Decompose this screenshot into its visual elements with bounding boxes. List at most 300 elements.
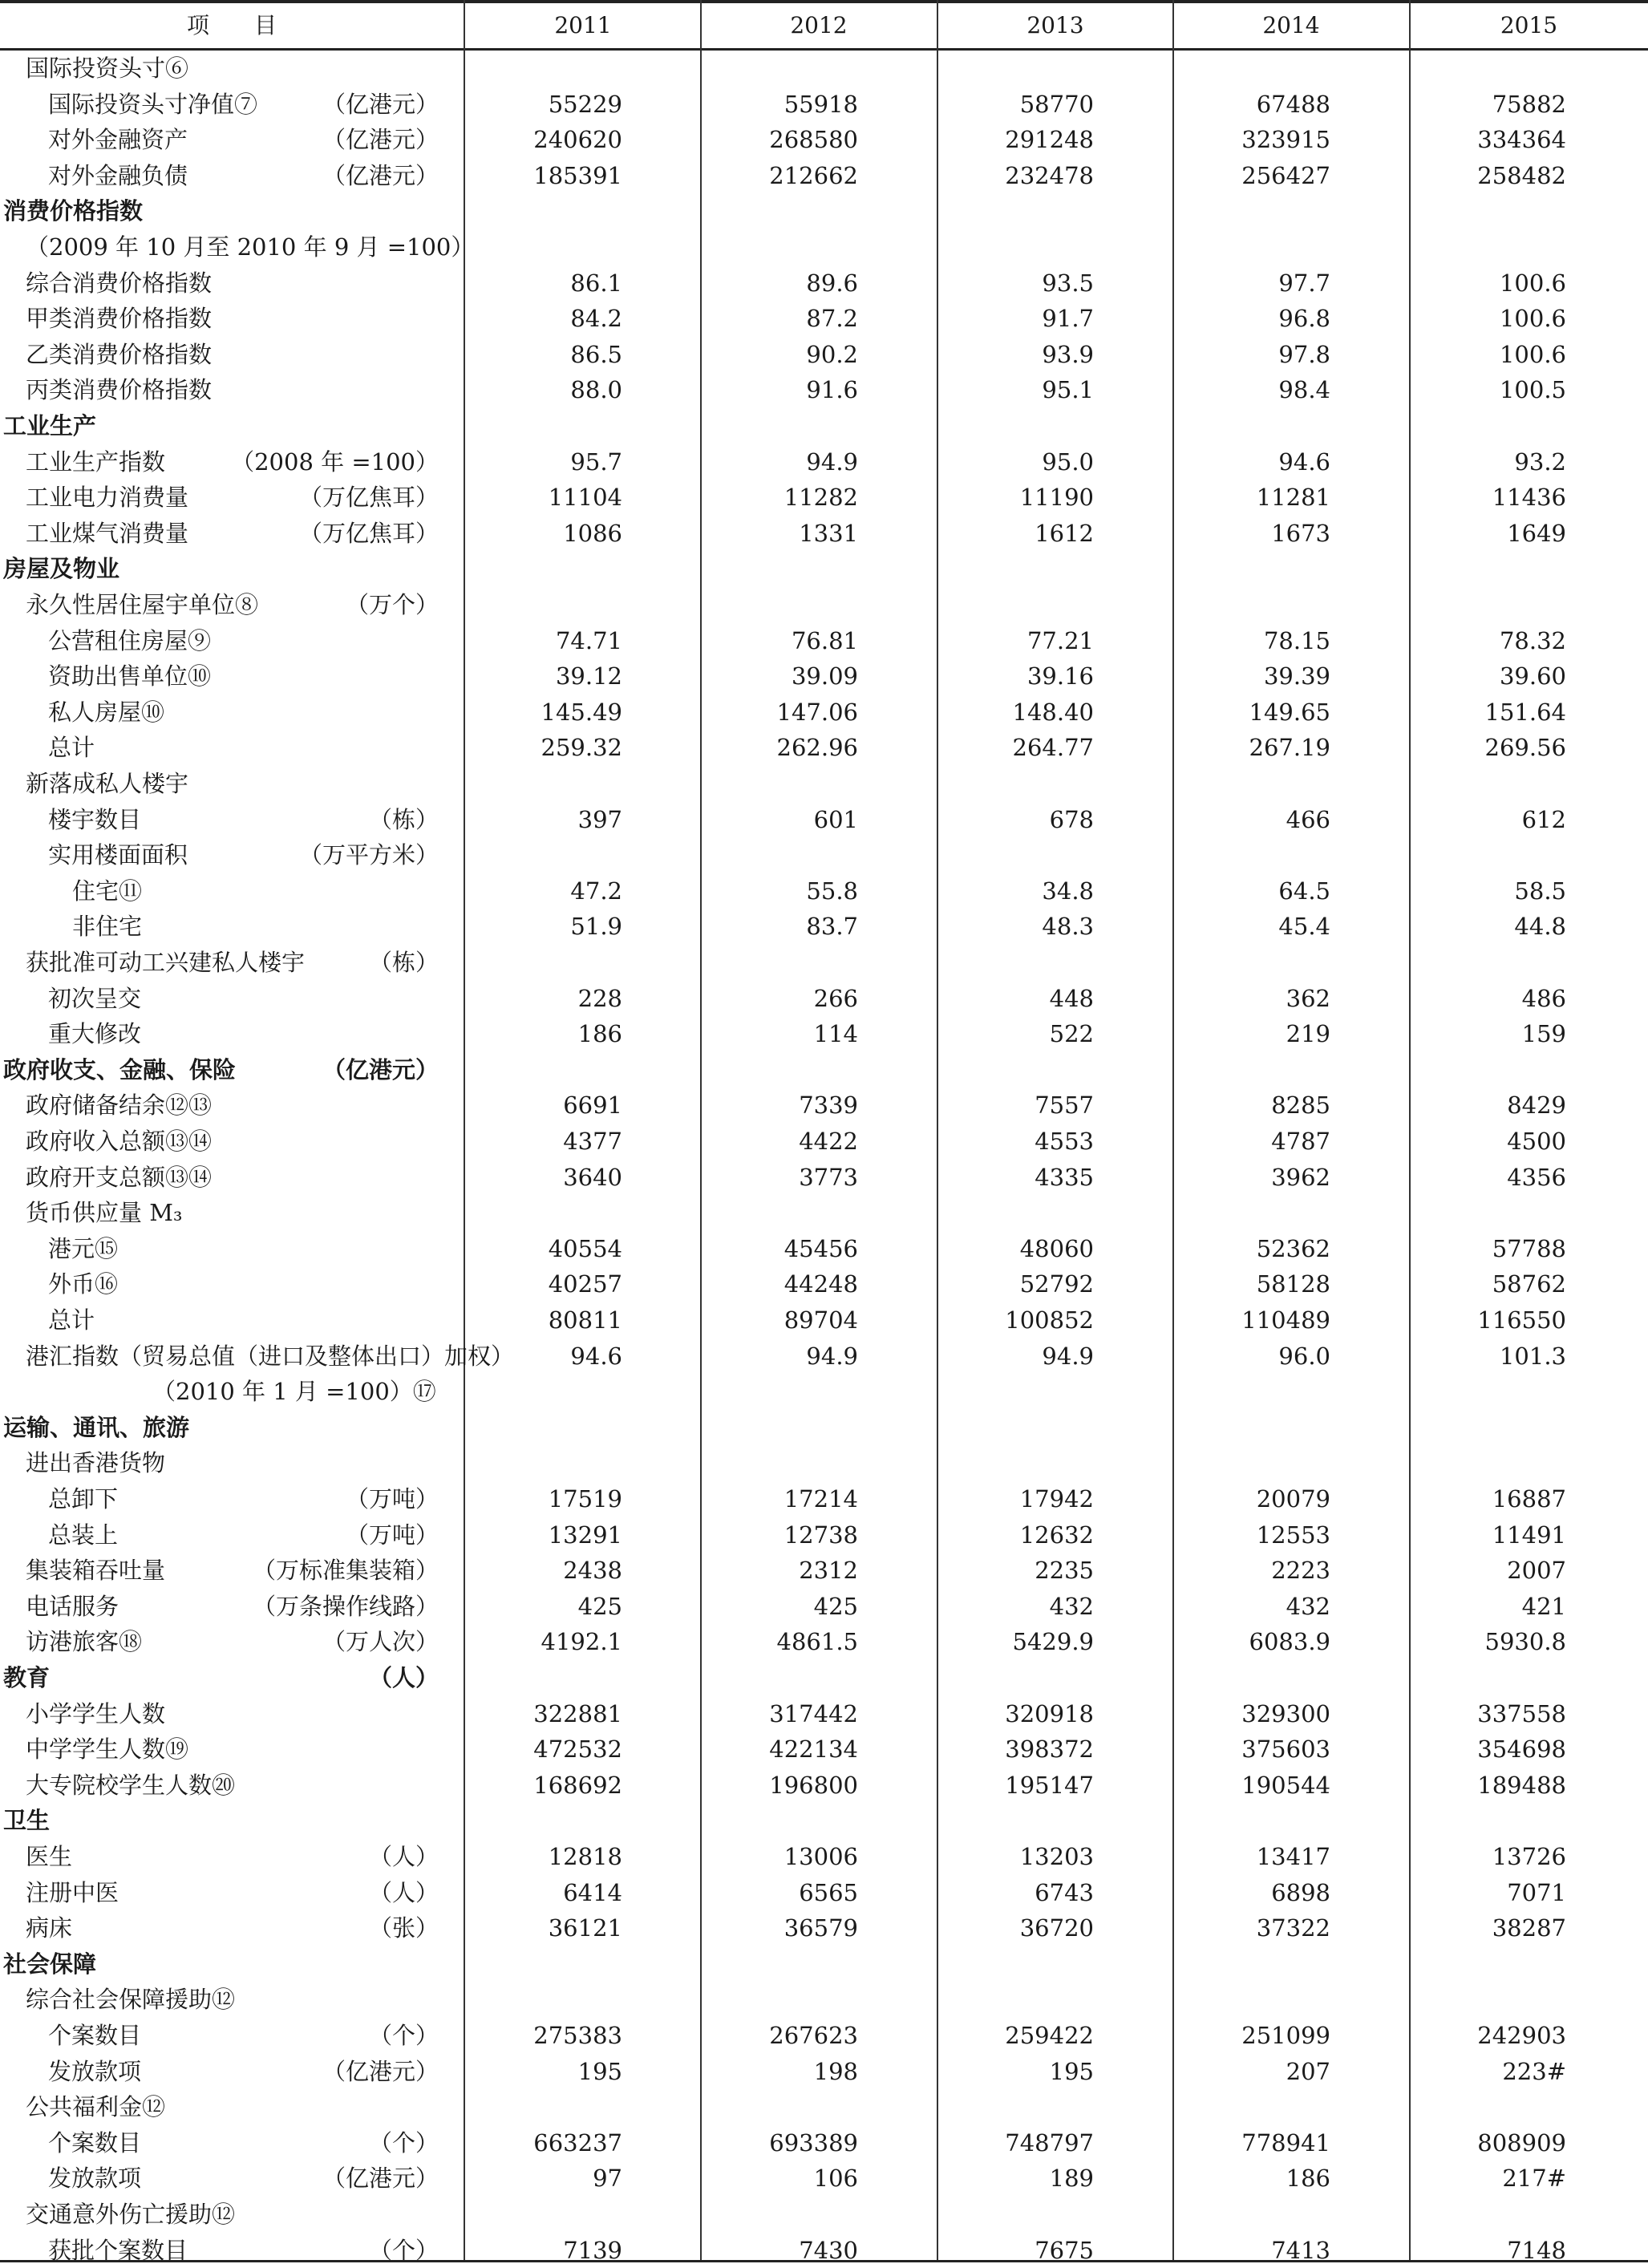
table-row xyxy=(0,87,1648,123)
cell-2014: 207 xyxy=(1286,2057,1330,2085)
cell-2014: 432 xyxy=(1286,1592,1330,1620)
row-label: 对外金融资产 xyxy=(48,126,188,154)
cell-2014: 256427 xyxy=(1241,161,1330,189)
row-unit: （栋） xyxy=(368,805,439,833)
cell-2015: 11491 xyxy=(1492,1521,1566,1549)
row-label: 资助出售单位⑩ xyxy=(48,662,212,691)
row-label: 甲类消费价格指数 xyxy=(26,305,213,333)
cell-2013: 4553 xyxy=(1035,1128,1094,1155)
cell-2014: 45.4 xyxy=(1278,913,1330,941)
row-label: 社会保障 xyxy=(3,1950,97,1978)
cell-2012: 425 xyxy=(813,1592,858,1620)
row-label: 获批准可动工兴建私人楼宇 xyxy=(26,949,306,976)
table-row xyxy=(0,122,1648,158)
cell-2011: 3640 xyxy=(563,1163,622,1191)
row-unit: （亿港元） xyxy=(322,2165,439,2193)
cell-2013: 13203 xyxy=(1019,1843,1094,1870)
cell-2011: 17519 xyxy=(548,1485,622,1513)
cell-2013: 678 xyxy=(1049,805,1094,833)
cell-2011: 74.71 xyxy=(555,626,622,654)
row-unit: （人） xyxy=(368,1843,439,1870)
table-row xyxy=(0,730,1648,766)
cell-2011: 397 xyxy=(577,805,622,833)
row-label: 访港旅客⑱ xyxy=(26,1628,143,1656)
header-year-2014: 2014 xyxy=(1262,12,1320,38)
cell-2012: 147.06 xyxy=(776,698,858,726)
cell-2015: 151.64 xyxy=(1484,698,1566,726)
row-unit: （万个） xyxy=(345,591,439,618)
cell-2012: 2312 xyxy=(799,1557,858,1585)
table-row xyxy=(0,2018,1648,2054)
cell-2013: 320918 xyxy=(1005,1699,1094,1727)
table-row xyxy=(0,2054,1648,2090)
row-unit: （万人次） xyxy=(322,1628,439,1656)
cell-2012: 89704 xyxy=(784,1306,858,1334)
cell-2011: 51.9 xyxy=(570,913,622,941)
cell-2015: 16887 xyxy=(1492,1485,1566,1513)
cell-2013: 148.40 xyxy=(1012,698,1094,726)
cell-2013: 6743 xyxy=(1035,1878,1094,1906)
table-row xyxy=(0,1124,1648,1160)
cell-2011: 86.5 xyxy=(570,340,622,368)
cell-2011: 12818 xyxy=(548,1843,622,1870)
cell-2013: 1612 xyxy=(1035,519,1094,547)
row-label: 外币⑯ xyxy=(48,1270,119,1298)
cell-2013: 39.16 xyxy=(1026,662,1094,691)
cell-2013: 748797 xyxy=(1005,2128,1094,2157)
cell-2014: 375603 xyxy=(1241,1735,1330,1764)
table-row xyxy=(0,2197,1648,2233)
cell-2011: 322881 xyxy=(533,1699,622,1727)
table-row xyxy=(0,1087,1648,1124)
cell-2014: 67488 xyxy=(1256,90,1330,118)
cell-2015: 101.3 xyxy=(1499,1342,1566,1370)
cell-2014: 11281 xyxy=(1256,484,1330,512)
cell-2011: 88.0 xyxy=(570,376,622,404)
cell-2012: 114 xyxy=(813,1020,858,1048)
table-row xyxy=(0,658,1648,695)
cell-2015: 7071 xyxy=(1507,1878,1566,1906)
cell-2015: 217# xyxy=(1502,2165,1566,2193)
cell-2012: 17214 xyxy=(784,1485,858,1513)
row-label: 丙类消费价格指数 xyxy=(26,376,213,404)
table-row xyxy=(0,1768,1648,1804)
cell-2011: 40554 xyxy=(548,1234,622,1262)
cell-2013: 189 xyxy=(1049,2165,1094,2193)
cell-2014: 149.65 xyxy=(1249,698,1330,726)
cell-2015: 223# xyxy=(1502,2057,1566,2085)
cell-2014: 20079 xyxy=(1256,1485,1330,1513)
cell-2013: 93.5 xyxy=(1042,269,1094,297)
cell-2015: 808909 xyxy=(1477,2128,1566,2157)
cell-2013: 448 xyxy=(1049,984,1094,1012)
cell-2014: 96.0 xyxy=(1278,1342,1330,1370)
row-label: 医生 xyxy=(26,1843,73,1870)
cell-2011: 259.32 xyxy=(541,734,622,762)
cell-2015: 39.60 xyxy=(1499,662,1566,691)
cell-2014: 78.15 xyxy=(1263,626,1330,654)
row-label: 个案数目 xyxy=(48,2022,142,2049)
cell-2013: 58770 xyxy=(1019,90,1094,118)
cell-2013: 259422 xyxy=(1005,2022,1094,2049)
cell-2015: 11436 xyxy=(1492,484,1566,512)
table-row xyxy=(0,695,1648,731)
row-unit: （亿港元） xyxy=(322,126,439,154)
cell-2014: 4787 xyxy=(1271,1128,1330,1155)
cell-2013: 432 xyxy=(1049,1592,1094,1620)
cell-2012: 693389 xyxy=(769,2128,858,2157)
cell-2011: 275383 xyxy=(533,2022,622,2049)
cell-2013: 4335 xyxy=(1035,1163,1094,1191)
row-label: 住宅⑪ xyxy=(72,877,143,905)
cell-2015: 58.5 xyxy=(1514,877,1566,905)
cell-2013: 232478 xyxy=(1005,161,1094,189)
cell-2013: 2235 xyxy=(1035,1557,1094,1585)
cell-2012: 11282 xyxy=(784,484,858,512)
table-row xyxy=(0,766,1648,802)
table-row xyxy=(0,1374,1648,1410)
cell-2015: 100.6 xyxy=(1499,305,1566,333)
cell-2011: 13291 xyxy=(548,1521,622,1549)
row-label: 工业电力消费量 xyxy=(26,484,189,512)
cell-2012: 106 xyxy=(813,2165,858,2193)
table-row xyxy=(0,444,1648,480)
table-row xyxy=(0,1339,1648,1375)
cell-2013: 94.9 xyxy=(1042,1342,1094,1370)
cell-2011: 95.7 xyxy=(570,448,622,476)
cell-2013: 52792 xyxy=(1019,1270,1094,1298)
row-unit: （亿港元） xyxy=(322,2057,439,2085)
row-label: 国际投资头寸⑥ xyxy=(26,55,189,82)
cell-2013: 91.7 xyxy=(1042,305,1094,333)
table-row xyxy=(0,945,1648,981)
cell-2015: 334364 xyxy=(1477,126,1566,154)
row-unit: （张） xyxy=(368,1914,439,1942)
row-label: 乙类消费价格指数 xyxy=(26,340,213,368)
cell-2015: 57788 xyxy=(1492,1234,1566,1262)
table-row xyxy=(0,1517,1648,1553)
row-label: 房屋及物业 xyxy=(3,555,120,583)
cell-2013: 291248 xyxy=(1005,126,1094,154)
table-row xyxy=(0,623,1648,659)
row-label: 小学学生人数 xyxy=(26,1699,166,1727)
row-label: 教育 xyxy=(3,1664,51,1691)
cell-2013: 34.8 xyxy=(1042,877,1094,905)
row-label: 初次呈交 xyxy=(48,984,142,1012)
table-row xyxy=(0,802,1648,838)
cell-2012: 89.6 xyxy=(806,269,858,297)
row-label: 政府储备结余⑫⑬ xyxy=(26,1091,213,1120)
cell-2014: 219 xyxy=(1286,1020,1330,1048)
row-label: 发放款项 xyxy=(48,2165,142,2193)
header-year-2015: 2015 xyxy=(1500,12,1558,38)
cell-2013: 48060 xyxy=(1019,1234,1094,1262)
cell-2012: 262.96 xyxy=(776,734,858,762)
table-row xyxy=(0,1231,1648,1267)
cell-2011: 86.1 xyxy=(570,269,622,297)
bottom-rule xyxy=(0,2260,1648,2262)
table-row xyxy=(0,2089,1648,2125)
cell-2011: 47.2 xyxy=(570,877,622,905)
row-label: 发放款项 xyxy=(48,2057,142,2085)
table-row xyxy=(0,1624,1648,1660)
cell-2013: 95.1 xyxy=(1042,376,1094,404)
cell-2011: 168692 xyxy=(533,1771,622,1799)
cell-2014: 8285 xyxy=(1271,1091,1330,1120)
cell-2014: 7413 xyxy=(1271,2236,1330,2264)
table-row xyxy=(0,551,1648,587)
row-unit: （个） xyxy=(368,2236,439,2264)
cell-2013: 100852 xyxy=(1005,1306,1094,1334)
cell-2012: 90.2 xyxy=(806,340,858,368)
cell-2011: 1086 xyxy=(563,519,622,547)
cell-2012: 39.09 xyxy=(791,662,858,691)
cell-2014: 362 xyxy=(1286,984,1330,1012)
cell-2012: 3773 xyxy=(799,1163,858,1191)
cell-2014: 778941 xyxy=(1241,2128,1330,2157)
cell-2012: 45456 xyxy=(784,1234,858,1262)
cell-2012: 601 xyxy=(813,805,858,833)
table-row xyxy=(0,1875,1648,1911)
table-row xyxy=(0,337,1648,373)
table-row xyxy=(0,193,1648,229)
cell-2015: 93.2 xyxy=(1514,448,1566,476)
cell-2015: 189488 xyxy=(1477,1771,1566,1799)
cell-2014: 186 xyxy=(1286,2165,1330,2193)
cell-2014: 323915 xyxy=(1241,126,1330,154)
cell-2012: 267623 xyxy=(769,2022,858,2049)
cell-2012: 13006 xyxy=(784,1843,858,1870)
row-label: 私人房屋⑩ xyxy=(48,698,165,726)
table-row xyxy=(0,1553,1648,1589)
cell-2013: 7557 xyxy=(1035,1091,1094,1120)
row-label: 港汇指数（贸易总值（进口及整体出口）加权） xyxy=(26,1342,515,1370)
cell-2013: 195 xyxy=(1049,2057,1094,2085)
cell-2013: 77.21 xyxy=(1026,626,1094,654)
row-unit: （万吨） xyxy=(345,1521,439,1549)
row-label: 交通意外伤亡援助⑫ xyxy=(26,2201,236,2228)
cell-2012: 7430 xyxy=(799,2236,858,2264)
cell-2013: 7675 xyxy=(1035,2236,1094,2264)
row-label: 总计 xyxy=(48,1306,95,1334)
row-label: 卫生 xyxy=(3,1807,51,1835)
cell-2015: 258482 xyxy=(1477,161,1566,189)
row-label: 综合消费价格指数 xyxy=(26,269,213,297)
cell-2015: 242903 xyxy=(1477,2022,1566,2049)
header-year-2011: 2011 xyxy=(554,12,612,38)
cell-2011: 186 xyxy=(577,1020,622,1048)
cell-2014: 96.8 xyxy=(1278,305,1330,333)
table-row xyxy=(0,981,1648,1017)
cell-2015: 13726 xyxy=(1492,1843,1566,1870)
cell-2013: 36720 xyxy=(1019,1914,1094,1942)
cell-2011: 185391 xyxy=(533,161,622,189)
cell-2011: 80811 xyxy=(548,1306,622,1334)
cell-2012: 212662 xyxy=(769,161,858,189)
cell-2011: 425 xyxy=(577,1592,622,1620)
cell-2012: 83.7 xyxy=(806,913,858,941)
cell-2012: 76.81 xyxy=(791,626,858,654)
cell-2013: 93.9 xyxy=(1042,340,1094,368)
row-unit: （亿港元） xyxy=(322,90,439,118)
cell-2015: 354698 xyxy=(1477,1735,1566,1764)
cell-2015: 4356 xyxy=(1507,1163,1566,1191)
table-header xyxy=(0,0,1648,51)
header-year-2012: 2012 xyxy=(790,12,848,38)
cell-2011: 240620 xyxy=(533,126,622,154)
cell-2014: 52362 xyxy=(1256,1234,1330,1262)
row-label: 公共福利金⑫ xyxy=(26,2093,166,2121)
row-label: 大专院校学生人数⑳ xyxy=(26,1771,236,1799)
row-label: 工业生产 xyxy=(3,412,97,439)
cell-2012: 91.6 xyxy=(806,376,858,404)
row-label: 中学学生人数⑲ xyxy=(26,1735,189,1764)
table-row xyxy=(0,480,1648,516)
row-label: 对外金融负债 xyxy=(48,161,188,189)
cell-2015: 159 xyxy=(1521,1020,1566,1048)
cell-2011: 472532 xyxy=(533,1735,622,1764)
cell-2014: 12553 xyxy=(1256,1521,1330,1549)
cell-2012: 7339 xyxy=(799,1091,858,1120)
cell-2013: 48.3 xyxy=(1042,913,1094,941)
row-label: 总卸下 xyxy=(48,1485,119,1513)
cell-2013: 398372 xyxy=(1005,1735,1094,1764)
cell-2014: 13417 xyxy=(1256,1843,1330,1870)
row-unit: （个） xyxy=(368,2128,439,2157)
row-unit: （万标准集装箱） xyxy=(252,1557,439,1585)
table-row xyxy=(0,1660,1648,1696)
cell-2015: 5930.8 xyxy=(1484,1628,1566,1656)
cell-2012: 266 xyxy=(813,984,858,1012)
header-year-2013: 2013 xyxy=(1026,12,1084,38)
cell-2014: 3962 xyxy=(1271,1163,1330,1191)
row-label: 工业煤气消费量 xyxy=(26,519,189,547)
table-row xyxy=(0,265,1648,302)
row-label: （2009 年 10 月至 2010 年 9 月 =100） xyxy=(26,233,475,261)
cell-2011: 2438 xyxy=(563,1557,622,1585)
cell-2011: 195 xyxy=(577,2057,622,2085)
table-row xyxy=(0,1589,1648,1625)
cell-2014: 97.8 xyxy=(1278,340,1330,368)
cell-2012: 1331 xyxy=(799,519,858,547)
table-row xyxy=(0,1839,1648,1875)
row-unit: （人） xyxy=(368,1664,439,1691)
row-label: 综合社会保障援助⑫ xyxy=(26,1986,236,2014)
cell-2012: 198 xyxy=(813,2057,858,2085)
cell-2013: 195147 xyxy=(1005,1771,1094,1799)
cell-2012: 268580 xyxy=(769,126,858,154)
cell-2014: 2223 xyxy=(1271,1557,1330,1585)
cell-2012: 55918 xyxy=(784,90,858,118)
table-row xyxy=(0,372,1648,408)
row-unit: （个） xyxy=(368,2022,439,2049)
cell-2013: 264.77 xyxy=(1012,734,1094,762)
cell-2015: 337558 xyxy=(1477,1699,1566,1727)
row-unit: （万平方米） xyxy=(298,841,439,869)
row-label: 注册中医 xyxy=(26,1878,119,1906)
table-row xyxy=(0,408,1648,444)
cell-2015: 38287 xyxy=(1492,1914,1566,1942)
table-row xyxy=(0,909,1648,945)
cell-2015: 4500 xyxy=(1507,1128,1566,1155)
cell-2011: 55229 xyxy=(548,90,622,118)
cell-2014: 94.6 xyxy=(1278,448,1330,476)
table-row xyxy=(0,1302,1648,1339)
row-label: 运输、通讯、旅游 xyxy=(3,1413,190,1441)
cell-2015: 269.56 xyxy=(1484,734,1566,762)
cell-2011: 6414 xyxy=(563,1878,622,1906)
row-label: 货币供应量 M₃ xyxy=(26,1199,183,1227)
cell-2013: 5429.9 xyxy=(1012,1628,1094,1656)
row-label: 政府收支、金融、保险 xyxy=(3,1055,237,1083)
cell-2015: 1649 xyxy=(1507,519,1566,547)
cell-2011: 11104 xyxy=(548,484,622,512)
cell-2014: 58128 xyxy=(1256,1270,1330,1298)
cell-2015: 8429 xyxy=(1507,1091,1566,1120)
row-label: 总计 xyxy=(48,734,95,762)
row-unit: （人） xyxy=(368,1878,439,1906)
cell-2015: 100.6 xyxy=(1499,269,1566,297)
cell-2014: 98.4 xyxy=(1278,376,1330,404)
cell-2013: 17942 xyxy=(1019,1485,1094,1513)
cell-2012: 4422 xyxy=(799,1128,858,1155)
cell-2012: 4861.5 xyxy=(776,1628,858,1656)
cell-2014: 251099 xyxy=(1241,2022,1330,2049)
cell-2015: 75882 xyxy=(1492,90,1566,118)
cell-2012: 36579 xyxy=(784,1914,858,1942)
row-unit: （2008 年 =100） xyxy=(231,448,439,476)
cell-2014: 6898 xyxy=(1271,1878,1330,1906)
cell-2015: 612 xyxy=(1521,805,1566,833)
row-unit: （亿港元） xyxy=(322,1055,439,1083)
cell-2014: 466 xyxy=(1286,805,1330,833)
cell-2012: 55.8 xyxy=(806,877,858,905)
row-label: 非住宅 xyxy=(72,913,143,941)
cell-2011: 663237 xyxy=(533,2128,622,2157)
table-row xyxy=(0,2161,1648,2197)
row-label: 港元⑮ xyxy=(48,1234,119,1262)
cell-2014: 39.39 xyxy=(1263,662,1330,691)
table-row xyxy=(0,1910,1648,1946)
cell-2013: 522 xyxy=(1049,1020,1094,1048)
cell-2015: 58762 xyxy=(1492,1270,1566,1298)
cell-2014: 6083.9 xyxy=(1249,1628,1330,1656)
cell-2014: 1673 xyxy=(1271,519,1330,547)
cell-2011: 7139 xyxy=(563,2236,622,2264)
row-label: 实用楼面面积 xyxy=(48,841,188,869)
cell-2015: 116550 xyxy=(1477,1306,1566,1334)
row-unit: （栋） xyxy=(368,949,439,976)
table-row xyxy=(0,1410,1648,1446)
row-label: 个案数目 xyxy=(48,2128,142,2157)
cell-2013: 11190 xyxy=(1019,484,1094,512)
cell-2012: 196800 xyxy=(769,1771,858,1799)
row-label: 总装上 xyxy=(48,1521,119,1549)
table-row xyxy=(0,1982,1648,2018)
row-label: 政府收入总额⑬⑭ xyxy=(26,1128,213,1155)
table-row xyxy=(0,1731,1648,1768)
cell-2011: 228 xyxy=(577,984,622,1012)
cell-2012: 44248 xyxy=(784,1270,858,1298)
table-row xyxy=(0,1696,1648,1732)
cell-2012: 94.9 xyxy=(806,448,858,476)
cell-2015: 100.5 xyxy=(1499,376,1566,404)
table-row xyxy=(0,587,1648,623)
row-unit: （万条操作线路） xyxy=(252,1592,439,1620)
cell-2015: 2007 xyxy=(1507,1557,1566,1585)
row-label: 新落成私人楼宇 xyxy=(26,770,189,797)
cell-2012: 94.9 xyxy=(806,1342,858,1370)
